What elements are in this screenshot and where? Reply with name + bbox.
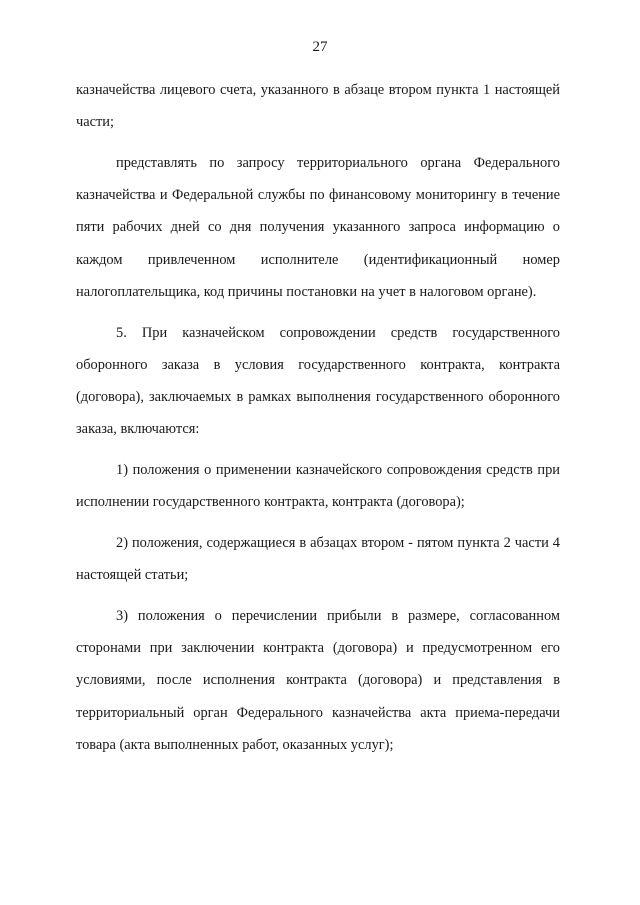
document-body	[76, 74, 560, 770]
list-item-3: 3) положения о перечислении прибыли в размере, согласованном сторонами при заключении контракта (договора) и предусмотренном его условиями, после исполнения контракта (договора) и представления в территориальный орган Федерального казначейства акта приема-передачи товара (акта выполненных работ, оказанных услуг);	[76, 608, 560, 753]
list-item-2: 2) положения, содержащиеся в абзацах втором - пятом пункта 2 части 4 настоящей статьи;	[76, 535, 560, 584]
list-item-1: 1) положения о применении казначейского сопровождения средств при исполнении государственного контракта, контракта (договора);	[76, 462, 560, 511]
paragraph-continuation: казначейства лицевого счета, указанного в абзаце втором пункта 1 настоящей части;	[76, 82, 560, 131]
paragraph-item-5: 5. При казначейском сопровождении средств государственного оборонного заказа в условия государственного контракта, контракта (договора), заключаемых в рамках выполнения государственного оборонного заказа, включаются:	[76, 324, 560, 438]
paragraph-provide-information: представлять по запросу территориального органа Федерального казначейства и Федеральной службы по финансовому мониторингу в течение пяти рабочих дней со дня получения указанного запроса информацию о каждом привлеченном исполнителе (идентификационный номер налогоплательщика, код причины постановки на учет в налоговом органе).	[76, 155, 560, 300]
page-number: 27	[312, 39, 328, 55]
